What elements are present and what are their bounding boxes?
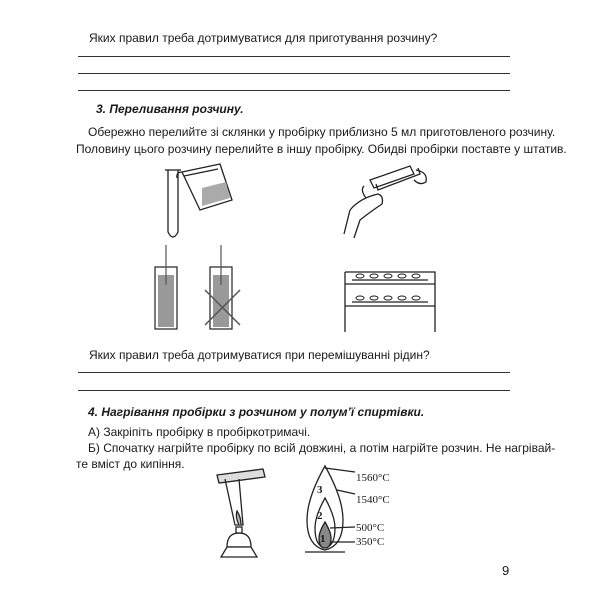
flame-zone-3: 3 <box>317 484 323 496</box>
temp-1560: 1560°С <box>356 472 390 484</box>
section-4-step-b-line-2: те вміст до кипіння. <box>76 457 185 471</box>
answer-line[interactable] <box>78 73 510 74</box>
section-3-para-line-1: Обережно перелийте зі склянки у пробірку приблизно 5 мл приготовленого розчину. <box>88 125 556 139</box>
temp-500: 500°С <box>356 522 385 534</box>
pouring-illustration <box>160 160 250 250</box>
test-tube-rack-illustration <box>340 262 440 337</box>
flame-zone-2: 2 <box>317 510 323 522</box>
section-4-heading: 4. Нагрівання пробірки з розчином у полум’ї спиртівки. <box>88 405 425 419</box>
spirit-lamp-heating-illustration <box>205 465 275 560</box>
cylinders-illustration <box>150 245 250 340</box>
hand-holding-tubes-illustration <box>330 160 440 245</box>
flame-zone-1: 1 <box>320 533 326 545</box>
section-4-step-b-line-1: Б) Спочатку нагрійте пробірку по всій довжині, а потім нагрійте розчин. Не нагрівай- <box>88 441 556 455</box>
page-number: 9 <box>502 563 510 578</box>
answer-line[interactable] <box>78 372 510 373</box>
temp-350: 350°С <box>356 536 385 548</box>
answer-line[interactable] <box>78 390 510 391</box>
prep-question: Яких правил треба дотримуватися для приготування розчину? <box>89 31 438 45</box>
section-4-step-a: А) Закріпіть пробірку в пробіркотримачі. <box>88 425 311 439</box>
section-3-para-line-2: Половину цього розчину перелийте в іншу пробірку. Обидві пробірки поставте у штатив. <box>76 142 567 156</box>
mixing-question: Яких правил треба дотримуватися при перемішуванні рідин? <box>89 348 430 362</box>
answer-line[interactable] <box>78 90 510 91</box>
section-3-heading: 3. Переливання розчину. <box>96 102 244 116</box>
temp-1540: 1540°С <box>356 494 390 506</box>
answer-line[interactable] <box>78 56 510 57</box>
